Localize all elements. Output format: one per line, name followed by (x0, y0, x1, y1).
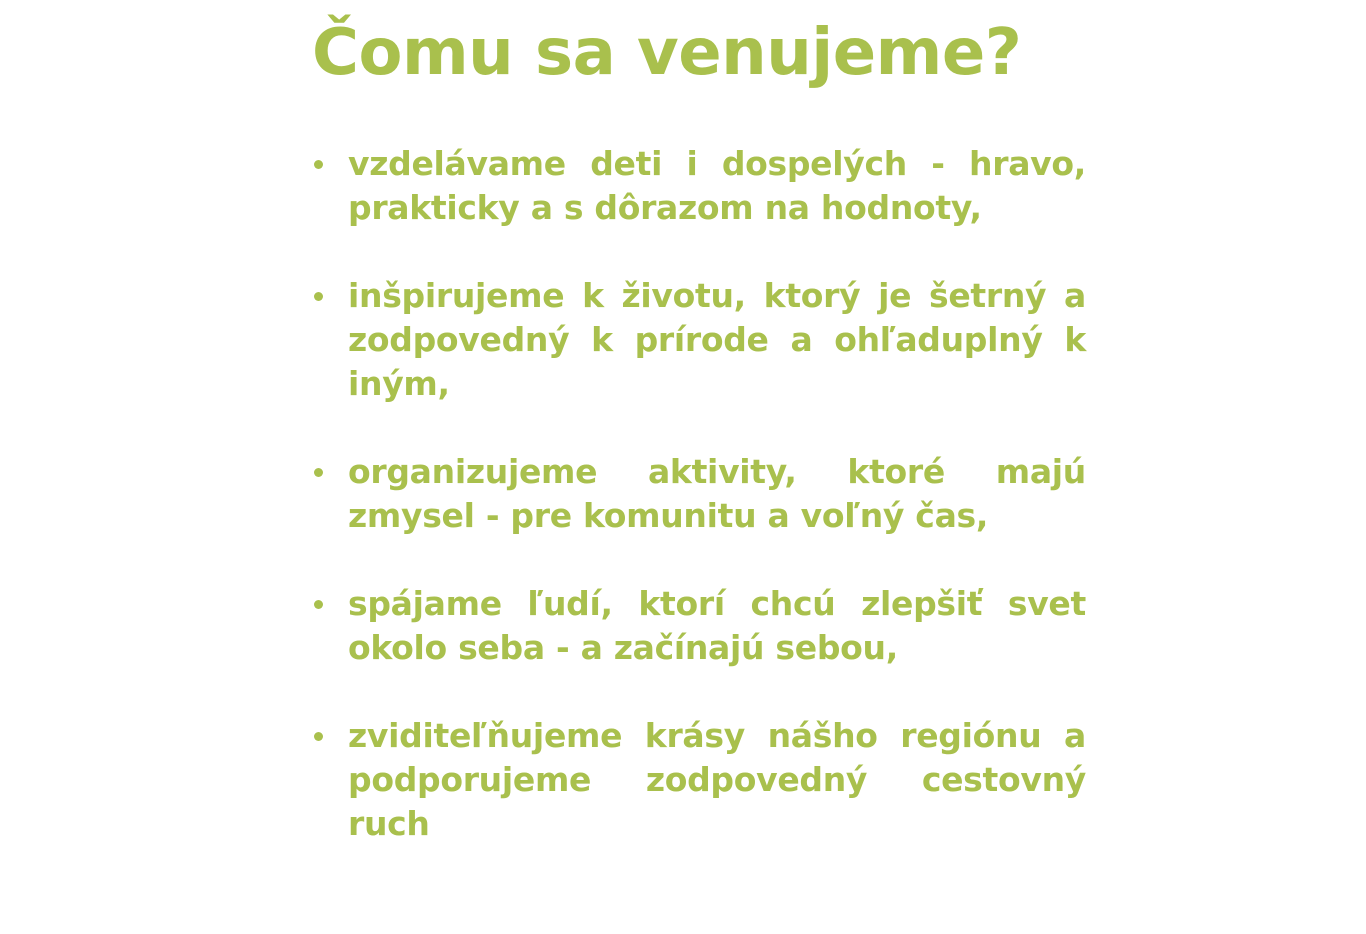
main-content (312, 0, 1086, 890)
list-item-text: spájame ľudí, ktorí chcú zlepšiť svet okolo seba - a začínajú sebou, (348, 584, 1086, 667)
activity-list (312, 142, 1086, 846)
list-item (312, 714, 1086, 846)
list-item-text: zviditeľňujeme krásy nášho regiónu a podporujeme zodpovedný cestovný ruch (348, 716, 1086, 843)
bullet-icon (314, 468, 323, 477)
bullet-icon (314, 292, 323, 301)
list-item-text: inšpirujeme k životu, ktorý je šetrný a zodpovedný k prírode a ohľaduplný k iným, (348, 276, 1086, 403)
bullet-icon (314, 732, 323, 741)
list-item (312, 582, 1086, 670)
list-item (312, 274, 1086, 406)
list-item-text: vzdelávame deti i dospelých - hravo, prakticky a s dôrazom na hodnoty, (348, 144, 1086, 227)
list-item (312, 450, 1086, 538)
list-item (312, 142, 1086, 230)
bullet-icon (314, 600, 323, 609)
bullet-icon (314, 160, 323, 169)
page-title: Čomu sa venujeme? (312, 16, 1022, 90)
list-item-text: organizujeme aktivity, ktoré majú zmysel - pre komunitu a voľný čas, (348, 452, 1086, 535)
